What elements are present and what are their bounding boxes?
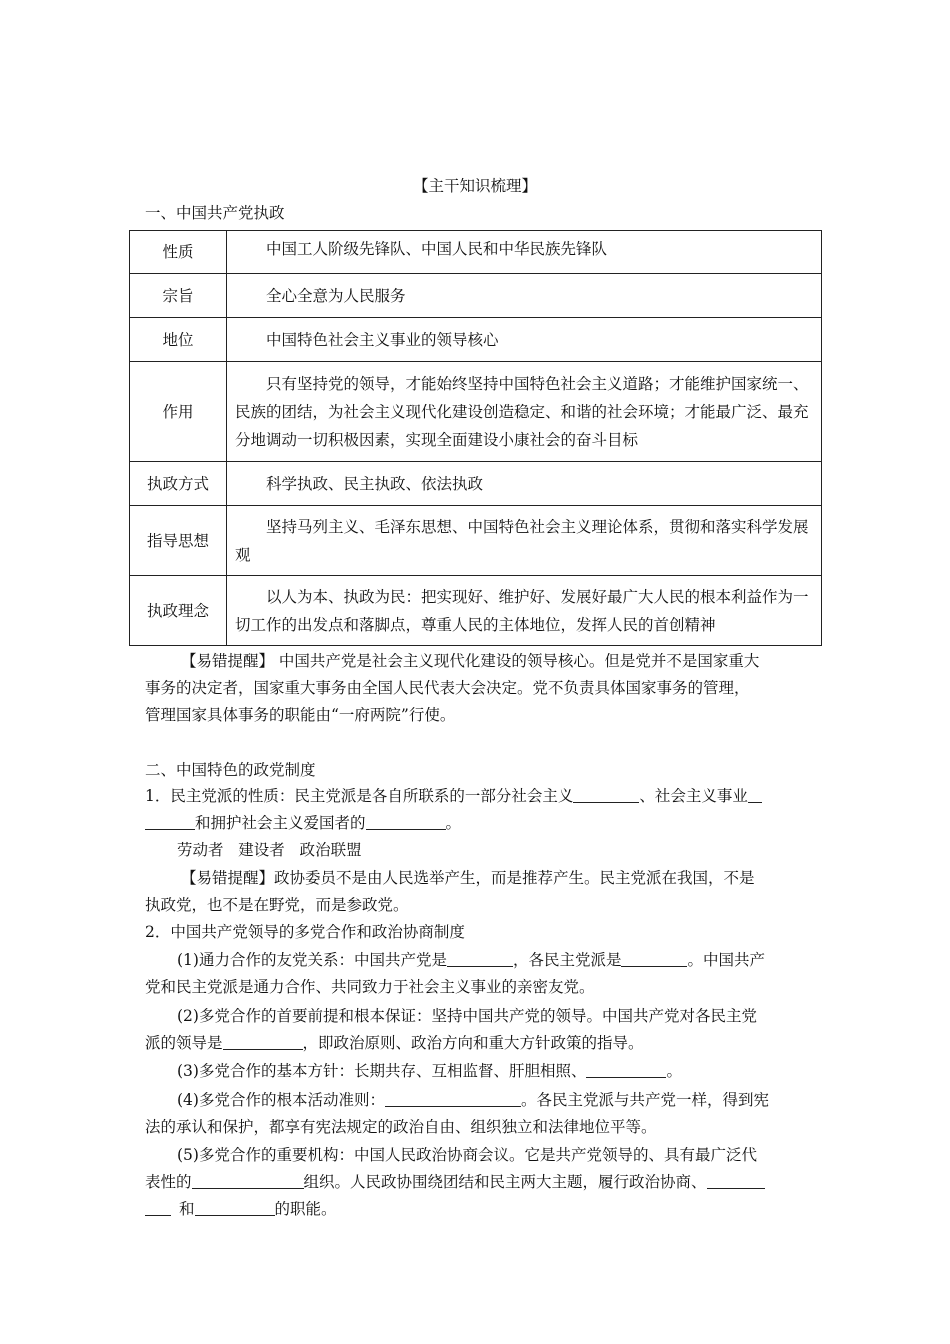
point5-line: 和 的职能。 <box>145 1199 337 1219</box>
table-value: 中国工人阶级先锋队、中国人民和中华民族先锋队 <box>227 231 822 274</box>
fill-blank[interactable] <box>586 1061 666 1078</box>
table-row <box>130 506 822 576</box>
item2-heading: 2．中国共产党领导的多党合作和政治协商制度 <box>145 923 465 941</box>
table-key: 性质 <box>130 231 227 274</box>
point1-line: (1)通力合作的友党关系：中国共产党是 ，各民主党派是 。中国共产 <box>177 951 765 969</box>
table-value: 全心全意为人民服务 <box>227 274 822 318</box>
table-value: 中国特色社会主义事业的领导核心 <box>227 318 822 362</box>
table-key: 执政理念 <box>130 576 227 646</box>
table-row <box>130 462 822 506</box>
table-row <box>130 318 822 362</box>
point5-line: 表性的 组织。人民政协围绕团结和民主两大主题，履行政治协商、 <box>145 1172 765 1192</box>
error-tip-1-line: 【易错提醒】 中国共产党是社会主义现代化建设的领导核心。但是党并不是国家重大 <box>181 652 760 670</box>
error-tip-2-line: 【易错提醒】政协委员不是由人民选举产生，而是推荐产生。民主党派在我国，不是 <box>181 869 755 887</box>
page-title: 【主干知识梳理】 <box>412 177 537 195</box>
point2-line: (2)多党合作的首要前提和根本保证：坚持中国共产党的领导。中国共产党对各民主党 <box>177 1007 757 1025</box>
table-value: 科学执政、民主执政、依法执政 <box>227 462 822 506</box>
fill-blank[interactable] <box>195 1199 275 1216</box>
fill-blank[interactable] <box>748 786 762 803</box>
fill-blank[interactable] <box>366 813 446 830</box>
fill-blank[interactable] <box>573 786 639 803</box>
error-tip-2-line: 执政党，也不是在野党，而是参政党。 <box>145 896 409 914</box>
fill-blank[interactable] <box>621 950 687 967</box>
answer-key: 劳动者 建设者 政治联盟 <box>177 841 362 859</box>
point4-line: 法的承认和保护，都享有宪法规定的政治自由、组织独立和法律地位平等。 <box>145 1118 657 1136</box>
fill-blank[interactable] <box>447 950 513 967</box>
point1-line: 党和民主党派是通力合作、共同致力于社会主义事业的亲密友党。 <box>145 978 595 996</box>
table-key: 地位 <box>130 318 227 362</box>
table-row <box>130 274 822 318</box>
table-row <box>130 231 822 274</box>
point2-line: 派的领导是 ，即政治原则、政治方向和重大方针政策的指导。 <box>145 1034 644 1052</box>
knowledge-table <box>129 230 822 646</box>
fill-blank[interactable] <box>223 1033 303 1050</box>
item1-line: 1．民主党派的性质：民主党派是各自所联系的一部分社会主义 、社会主义事业 <box>145 786 762 806</box>
section-heading-2: 二、中国特色的政党制度 <box>145 761 316 779</box>
table-value: 坚持马列主义、毛泽东思想、中国特色社会主义理论体系，贯彻和落实科学发展观 <box>227 506 822 576</box>
point4-line: (4)多党合作的根本活动准则： 。各民主党派与共产党一样，得到宪 <box>177 1091 769 1109</box>
point5-line: (5)多党合作的重要机构：中国人民政治协商会议。它是共产党领导的、具有最广泛代 <box>177 1146 757 1164</box>
table-key: 指导思想 <box>130 506 227 576</box>
table-value: 只有坚持党的领导，才能始终坚持中国特色社会主义道路；才能维护国家统一、民族的团结，为社会主义现代化建设创造稳定、和谐的社会环境；才能最广泛、最充分地调动一切积极因素，实现全面建设小康社会的奋斗目标 <box>227 362 822 462</box>
table-row <box>130 576 822 646</box>
error-tip-1-line: 事务的决定者，国家重大事务由全国人民代表大会决定。党不负责具体国家事务的管理， <box>145 679 750 697</box>
item1-line: 和拥护社会主义爱国者的 。 <box>145 813 461 833</box>
table-key: 作用 <box>130 362 227 462</box>
table-value: 以人为本、执政为民：把实现好、维护好、发展好最广大人民的根本利益作为一切工作的出发点和落脚点，尊重人民的主体地位，发挥人民的首创精神 <box>227 576 822 646</box>
table-key: 执政方式 <box>130 462 227 506</box>
table-key: 宗旨 <box>130 274 227 318</box>
section-heading-1: 一、中国共产党执政 <box>145 204 285 222</box>
fill-blank[interactable] <box>385 1090 521 1107</box>
fill-blank[interactable] <box>145 813 195 830</box>
fill-blank[interactable] <box>192 1172 304 1189</box>
table-row <box>130 362 822 462</box>
fill-blank[interactable] <box>145 1199 171 1216</box>
fill-blank[interactable] <box>707 1172 765 1189</box>
error-tip-1-line: 管理国家具体事务的职能由“一府两院”行使。 <box>145 706 456 724</box>
point3-line: (3)多党合作的基本方针：长期共存、互相监督、肝胆相照、 。 <box>177 1062 682 1080</box>
